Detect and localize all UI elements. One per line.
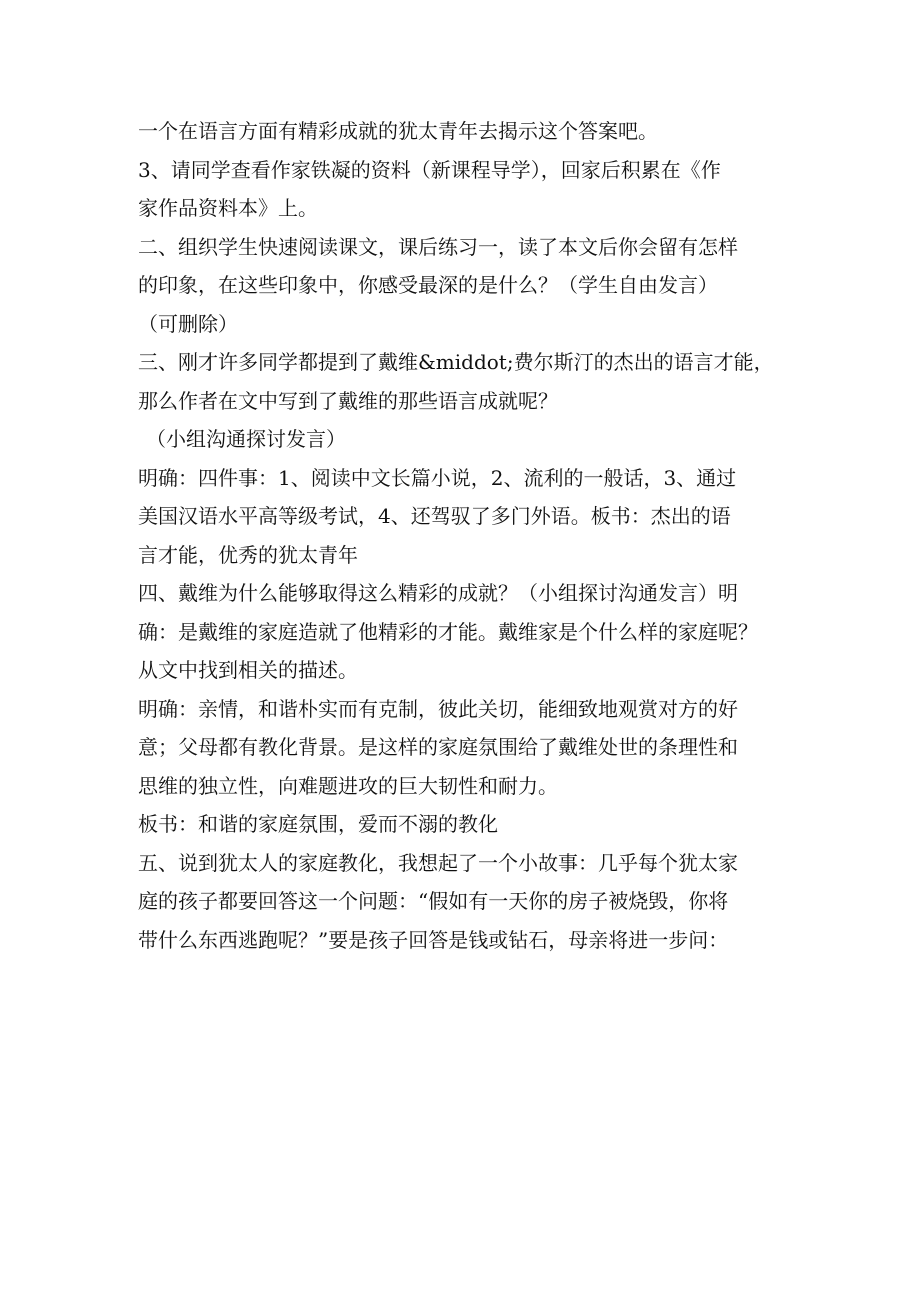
text-line: 明确：亲情，和谐朴实而有克制，彼此关切，能细致地观赏对方的好 [138, 696, 738, 721]
text-line: 3、请同学查看作家铁凝的资料（新课程导学），回家后积累在《作 [138, 157, 721, 182]
text-line: （可删除） [138, 311, 238, 336]
text-line: 言才能，优秀的犹太青年 [138, 542, 358, 567]
text-line: 明确：四件事：1、阅读中文长篇小说，2、流利的一般话，3、通过 [138, 465, 737, 490]
text-line: 四、戴维为什么能够取得这么精彩的成就？（小组探讨沟通发言）明 [138, 581, 738, 605]
document-body [138, 112, 788, 959]
text-line: 一个在语言方面有精彩成就的犹太青年去揭示这个答案吧。 [138, 119, 658, 143]
text-line: 确：是戴维的家庭造就了他精彩的才能。戴维家是个什么样的家庭呢？ [138, 619, 758, 644]
text-line: 带什么东西逃跑呢？”要是孩子回答是钱或钻石，母亲将进一步问： [138, 927, 729, 952]
text-line: 的印象，在这些印象中，你感受最深的是什么？（学生自由发言） [138, 273, 718, 297]
text-line: 三、刚才许多同学都提到了戴维&middot;费尔斯汀的杰出的语言才能， [138, 350, 774, 374]
text-line: （小组沟通探讨发言） [146, 427, 346, 451]
text-line: 庭的孩子都要回答这一个问题：“假如有一天你的房子被烧毁，你将 [138, 889, 729, 913]
text-line: 二、组织学生快速阅读课文，课后练习一，读了本文后你会留有怎样 [138, 234, 738, 259]
text-line: 家作品资料本》上。 [138, 196, 318, 220]
text-line: 思维的独立性，向难题进攻的巨大韧性和耐力。 [138, 773, 558, 798]
text-line: 美国汉语水平高等级考试，4、还驾驭了多门外语。板书：杰出的语 [138, 504, 731, 528]
text-line: 从文中找到相关的描述。 [138, 658, 358, 682]
text-line: 五、说到犹太人的家庭教化，我想起了一个小故事：几乎每个犹太家 [138, 850, 738, 875]
text-line: 那么作者在文中写到了戴维的那些语言成就呢？ [138, 388, 558, 413]
text-line: 意；父母都有教化背景。是这样的家庭氛围给了戴维处世的条理性和 [138, 735, 738, 759]
text-line: 板书：和谐的家庭氛围，爱而不溺的教化 [138, 812, 498, 836]
